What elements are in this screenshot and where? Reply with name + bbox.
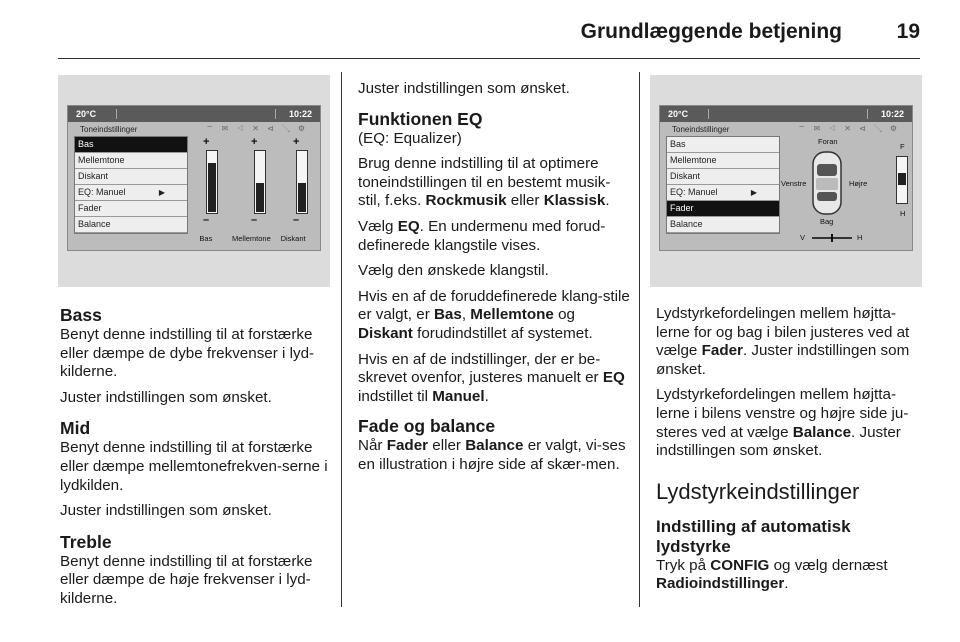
page-number: 19 xyxy=(896,20,920,43)
clock-readout: 10:22 xyxy=(880,109,904,119)
column-1 xyxy=(60,305,332,616)
eq-paragraph-3: Vælg den ønskede klangstil. xyxy=(358,262,549,280)
display-status-bar xyxy=(660,106,912,122)
balance-h-label: H xyxy=(857,233,863,242)
plus-icon[interactable]: + xyxy=(203,136,210,148)
slider-diskant[interactable] xyxy=(296,150,308,214)
screenshot-tone-fader xyxy=(650,75,922,287)
balance-slider[interactable] xyxy=(812,237,852,239)
back-label: Bag xyxy=(820,217,834,226)
fader-slider[interactable] xyxy=(896,156,908,204)
adjust-text: Juster indstillingen som ønsket. xyxy=(358,80,570,97)
bass-adjust: Juster indstillingen som ønsket. xyxy=(60,388,272,406)
minus-icon[interactable]: – xyxy=(293,214,300,226)
balance-v-label: V xyxy=(800,233,806,242)
menu-item-diskant[interactable]: Diskant xyxy=(75,169,187,185)
temperature-readout: 20°C xyxy=(668,109,689,119)
header-rule xyxy=(58,58,920,59)
menu-item-balance[interactable]: Balance xyxy=(667,217,779,233)
heading-volume-settings: Lydstyrkeindstillinger xyxy=(656,478,860,504)
page-header-title: Grundlæggende betjening xyxy=(580,20,842,43)
clock-readout: 10:22 xyxy=(288,109,312,119)
screenshot-tone-bass xyxy=(58,75,330,287)
heading-mid: Mid xyxy=(60,418,91,439)
slider-mellemtone[interactable] xyxy=(254,150,266,214)
mid-description: Benyt denne indstilling til at forstærke eller dæmpe mellemtonefrekven-serne i lydkilden. xyxy=(60,439,328,494)
mid-adjust: Juster indstillingen som ønsket. xyxy=(60,502,272,520)
left-label: Venstre xyxy=(781,179,807,188)
fade-paragraph: Når Fader eller Balance er valgt, vi-ses en illustration i højre side af skær-men. xyxy=(358,437,626,473)
slider-label: Bas xyxy=(199,234,213,243)
menu-item-mellemtone[interactable]: Mellemtone xyxy=(667,153,779,169)
menu-item-mellemtone[interactable]: Mellemtone xyxy=(75,153,187,169)
eq-paragraph-2: Vælg EQ. En undermenu med forud-definerede klangstile vises. xyxy=(358,217,606,254)
menu-item-eq-manuel[interactable]: EQ: Manuel ▶ xyxy=(75,185,187,201)
menu-item-diskant[interactable]: Diskant xyxy=(667,169,779,185)
menu-item-bas[interactable]: Bas xyxy=(75,137,187,153)
status-icons: ⌔ ✉ ◁ ✕ ⊲ ↘ ⚙ xyxy=(205,124,308,133)
slider-label: Mellemtone xyxy=(232,234,271,243)
eq-paragraph-5: Hvis en af de indstillinger, der er be-skrevet ovenfor, justeres manuelt er EQ indstillet til Manuel. xyxy=(358,350,625,405)
status-icons: ⌔ ✉ ◁ ✕ ⊲ ↘ ⚙ xyxy=(797,124,900,133)
slider-label: Diskant xyxy=(280,234,306,243)
balance-paragraph: Lydstyrkefordelingen mellem højtta-lerne i bilens venstre og højre side ju-steres ved at vælge Balance. Juster indstillingen som ønsket. xyxy=(656,386,909,460)
infotainment-display xyxy=(67,105,321,251)
tone-menu xyxy=(74,136,188,234)
bass-description: Benyt denne indstilling til at forstærke eller dæmpe de dybe frekvenser i lyd-kilderne. xyxy=(60,326,315,381)
fader-f-label: F xyxy=(900,142,905,151)
heading-auto-volume: Indstilling af automatisk lydstyrke xyxy=(656,516,851,556)
menu-item-bas[interactable]: Bas xyxy=(667,137,779,153)
eq-paragraph-1: Brug denne indstilling til at optimere toneindstillingen til en bestemt musik-stil, f.eks. Rockmusik eller Klassisk. xyxy=(358,155,611,210)
slider-bas[interactable] xyxy=(206,150,218,214)
column-divider-2 xyxy=(639,72,640,607)
heading-treble: Treble xyxy=(60,531,112,552)
menu-item-fader[interactable]: Fader xyxy=(75,201,187,217)
eq-paragraph-4: Hvis en af de foruddefinerede klang-stile er valgt, er Bas, Mellemtone og Diskant forudindstillet af systemet. xyxy=(358,287,630,342)
column-2 xyxy=(358,80,633,482)
heading-eq: Funktionen EQ xyxy=(358,108,483,129)
front-label: Foran xyxy=(818,137,838,146)
car-top-view-icon xyxy=(807,150,847,216)
plus-icon[interactable]: + xyxy=(293,136,300,148)
page-header xyxy=(0,0,960,60)
submenu-arrow-icon: ▶ xyxy=(158,188,165,197)
display-subtitle: Toneindstillinger xyxy=(672,125,730,134)
heading-fade-balance: Fade og balance xyxy=(358,416,496,437)
infotainment-display xyxy=(659,105,913,251)
temperature-readout: 20°C xyxy=(76,109,97,119)
right-label: Højre xyxy=(849,179,868,188)
minus-icon[interactable]: – xyxy=(251,214,258,226)
heading-bass: Bass xyxy=(60,305,102,325)
column-3 xyxy=(656,305,926,601)
tone-menu xyxy=(666,136,780,234)
display-subtitle: Toneindstillinger xyxy=(80,125,138,134)
fader-paragraph: Lydstyrkefordelingen mellem højtta-lerne for og bag i bilen justeres ved at vælge Fader. Juster indstillingen som ønsket. xyxy=(656,305,910,378)
fader-h-label: H xyxy=(900,209,906,218)
menu-item-fader[interactable]: Fader xyxy=(667,201,779,217)
treble-description: Benyt denne indstilling til at forstærke eller dæmpe de høje frekvenser i lyd-kilderne. xyxy=(60,552,313,607)
column-divider-1 xyxy=(341,72,342,607)
auto-volume-paragraph: Tryk på CONFIG og vælg dernæst Radioindstillinger. xyxy=(656,556,888,593)
submenu-arrow-icon: ▶ xyxy=(750,188,757,197)
eq-subtitle: (EQ: Equalizer) xyxy=(358,129,462,147)
menu-item-balance[interactable]: Balance xyxy=(75,217,187,233)
menu-item-eq-manuel[interactable]: EQ: Manuel ▶ xyxy=(667,185,779,201)
minus-icon[interactable]: – xyxy=(203,214,210,226)
display-status-bar xyxy=(68,106,320,122)
plus-icon[interactable]: + xyxy=(251,136,258,148)
